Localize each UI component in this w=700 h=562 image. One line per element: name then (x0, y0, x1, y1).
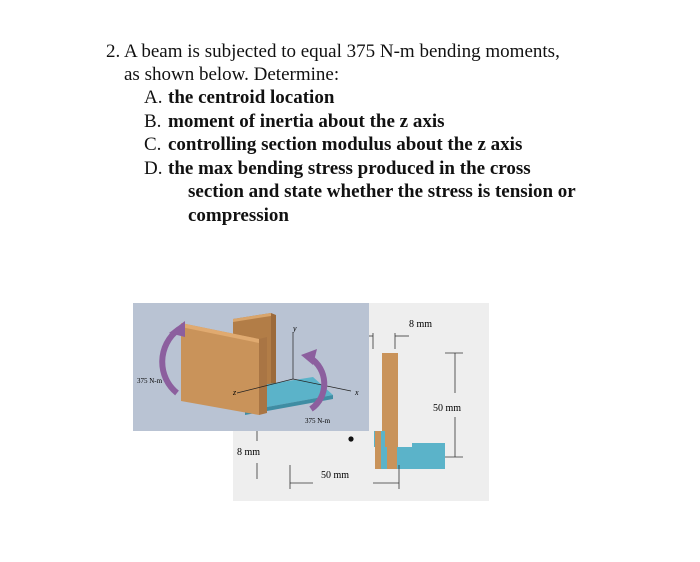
web-mid (412, 443, 432, 469)
beam-figure (133, 303, 489, 501)
part-c-letter: C. (144, 134, 162, 155)
centroid-dot (348, 436, 353, 441)
part-b-text: moment of inertia about the z axis (168, 110, 445, 132)
part-a-letter: A. (144, 87, 163, 108)
beam-3d-view (133, 303, 369, 431)
part-c-text: controlling section modulus about the z axis (168, 134, 523, 155)
web-right (432, 443, 445, 469)
problem-statement (106, 40, 686, 227)
part-d-continuation-2: compression (188, 204, 289, 226)
part-a-text: the centroid location (168, 87, 335, 108)
axis-x-label: x (355, 388, 359, 397)
beam-3d-drawing (133, 303, 369, 431)
dim-width-label: 50 mm (321, 470, 350, 481)
left-flange-edge (375, 431, 381, 469)
left-moment-arrow (162, 329, 179, 393)
beam-front-wall-edge (259, 337, 267, 415)
part-a (106, 86, 686, 110)
part-d-continuation-1: section and state whether the stress is tension or (188, 181, 576, 202)
left-moment-label: 375 N-m (137, 377, 163, 385)
part-c (106, 133, 686, 157)
right-moment-label: 375 N-m (305, 417, 331, 425)
question-parts (106, 86, 686, 227)
problem-line-2: as shown below. Determine: (124, 64, 340, 85)
part-b (106, 110, 686, 134)
axis-y-label: y (293, 324, 297, 333)
part-b-letter: B. (144, 110, 162, 132)
problem-line-1: 2. A beam is subjected to equal 375 N-m bending moments, (106, 41, 560, 62)
part-d-letter: D. (144, 157, 163, 179)
part-d-text: the max bending stress produced in the cross (168, 157, 531, 179)
right-flange (387, 353, 397, 469)
dim-height-label: 50 mm (433, 403, 462, 414)
part-d (106, 157, 686, 228)
dim-thick-label: 8 mm (237, 447, 261, 458)
dim-top-label: 8 mm (409, 319, 433, 330)
axis-z-label: z (233, 388, 237, 397)
